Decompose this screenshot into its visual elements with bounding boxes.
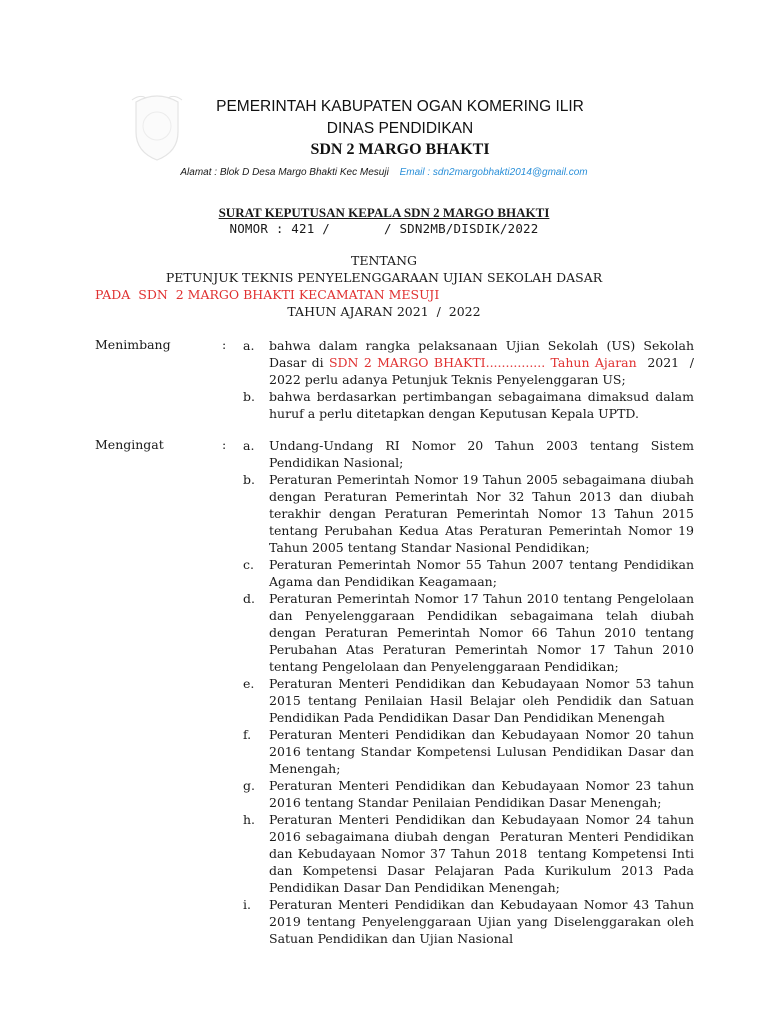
list-marker: g.: [243, 778, 255, 793]
subject-line-2: PADA SDN 2 MARGO BHAKTI KECAMATAN MESUJI: [95, 287, 440, 302]
list-marker: f.: [243, 727, 252, 742]
list-text: Peraturan Menteri Pendidikan dan Kebudayaan Nomor 24 tahun 2016 sebagaimana diubah dengan Peraturan Menteri Pendidikan dan Kebudayaan Nomor 37 Tahun 2018 tentang Kompetensi Inti dan Kompetensi Dasar Pelajaran Pada Kurikulum 2013 Pada Pendidikan Dasar Dan Pendidikan Menengah;: [269, 812, 698, 895]
mengingat-label: Mengingat: [95, 437, 164, 452]
list-marker: a.: [243, 438, 255, 453]
document-title: SURAT KEPUTUSAN KEPALA SDN 2 MARGO BHAKTI: [218, 205, 550, 220]
list-marker: h.: [243, 812, 256, 827]
email-link[interactable]: Email : sdn2margobhakti2014@gmail.com: [399, 167, 588, 178]
list-text: Peraturan Menteri Pendidikan dan Kebudayaan Nomor 53 tahun 2015 tentang Penilaian Hasil Belajar oleh Pendidik dan Satuan Pendidikan Pada Pendidikan Dasar Dan Pendidikan Menengah: [269, 676, 694, 725]
list-marker: c.: [243, 557, 254, 572]
header-government: PEMERINTAH KABUPATEN OGAN KOMERING ILIR: [216, 98, 584, 115]
header-address-line: [0, 167, 768, 178]
list-text: Peraturan Pemerintah Nomor 17 Tahun 2010 tentang Pengelolaan dan Penyelenggaraan Pendidikan sebagaimana telah diubah dengan Peraturan Pemerintah Nomor 66 Tahun 2010 tentang Perubahan Atas Peraturan Pemerintah Nomor 17 Tahun 2010 tentang Pengelolaan dan Penyelenggaraan Pendidikan;: [269, 591, 694, 674]
menimbang-b-text: bahwa berdasarkan pertimbangan sebagaimana dimaksud dalam huruf a perlu ditetapkan dengan Keputusan Kepala UPTD.: [269, 389, 694, 421]
header-department: DINAS PENDIDIKAN: [326, 120, 474, 137]
list-marker: i.: [243, 897, 251, 912]
list-text: Peraturan Menteri Pendidikan dan Kebudayaan Nomor 20 tahun 2016 tentang Standar Kompetensi Lulusan Pendidikan Dasar dan Menengah;: [269, 727, 694, 776]
list-text: Undang-Undang RI Nomor 20 Tahun 2003 tentang Sistem Pendidikan Nasional;: [269, 438, 694, 470]
header-school-name: SDN 2 MARGO BHAKTI: [310, 141, 490, 158]
mengingat-colon: :: [222, 437, 227, 452]
list-text: Peraturan Pemerintah Nomor 55 Tahun 2007 tentang Pendidikan Agama dan Pendidikan Keagamaan;: [269, 557, 694, 589]
subject-line-1: PETUNJUK TEKNIS PENYELENGGARAAN UJIAN SEKOLAH DASAR: [165, 270, 603, 285]
address-text: Alamat : Blok D Desa Margo Bhakti Kec Mesuji: [180, 167, 389, 178]
list-marker: a.: [243, 338, 255, 353]
menimbang-a-text: bahwa dalam rangka pelaksanaan Ujian Sekolah (US) Sekolah Dasar di SDN 2 MARGO BHAKTI............... Tahun Ajaran 2021 / 2022 perlu adanya Petunjuk Teknis Penyelenggaran US;: [269, 338, 702, 387]
menimbang-colon: :: [222, 337, 227, 352]
menimbang-label: Menimbang: [95, 337, 171, 352]
list-marker: b.: [243, 472, 255, 487]
list-text: Peraturan Menteri Pendidikan dan Kebudayaan Nomor 43 Tahun 2019 tentang Penyelenggaraan Ujian yang Diselenggarakan oleh Satuan Pendidikan dan Ujian Nasional: [269, 897, 694, 946]
list-marker: b.: [243, 389, 255, 404]
tentang-label: TENTANG: [350, 253, 417, 268]
subject-line-3: TAHUN AJARAN 2021 / 2022: [287, 304, 481, 319]
list-text: Peraturan Menteri Pendidikan dan Kebudayaan Nomor 23 tahun 2016 tentang Standar Penilaian Pendidikan Dasar Menengah;: [269, 778, 694, 810]
list-text: Peraturan Pemerintah Nomor 19 Tahun 2005 sebagaimana diubah dengan Peraturan Pemerintah Nor 32 Tahun 2013 dan diubah terakhir dengan Peraturan Pemerintah Nomor 13 Tahun 2015 tentang Perubahan Kedua Atas Peraturan Pemerintah Nomor 19 Tahun 2005 tentang Standar Nasional Pendidikan;: [269, 472, 694, 555]
list-marker: d.: [243, 591, 255, 606]
document-number: NOMOR : 421 / / SDN2MB/DISDIK/2022: [229, 221, 539, 236]
list-marker: e.: [243, 676, 255, 691]
